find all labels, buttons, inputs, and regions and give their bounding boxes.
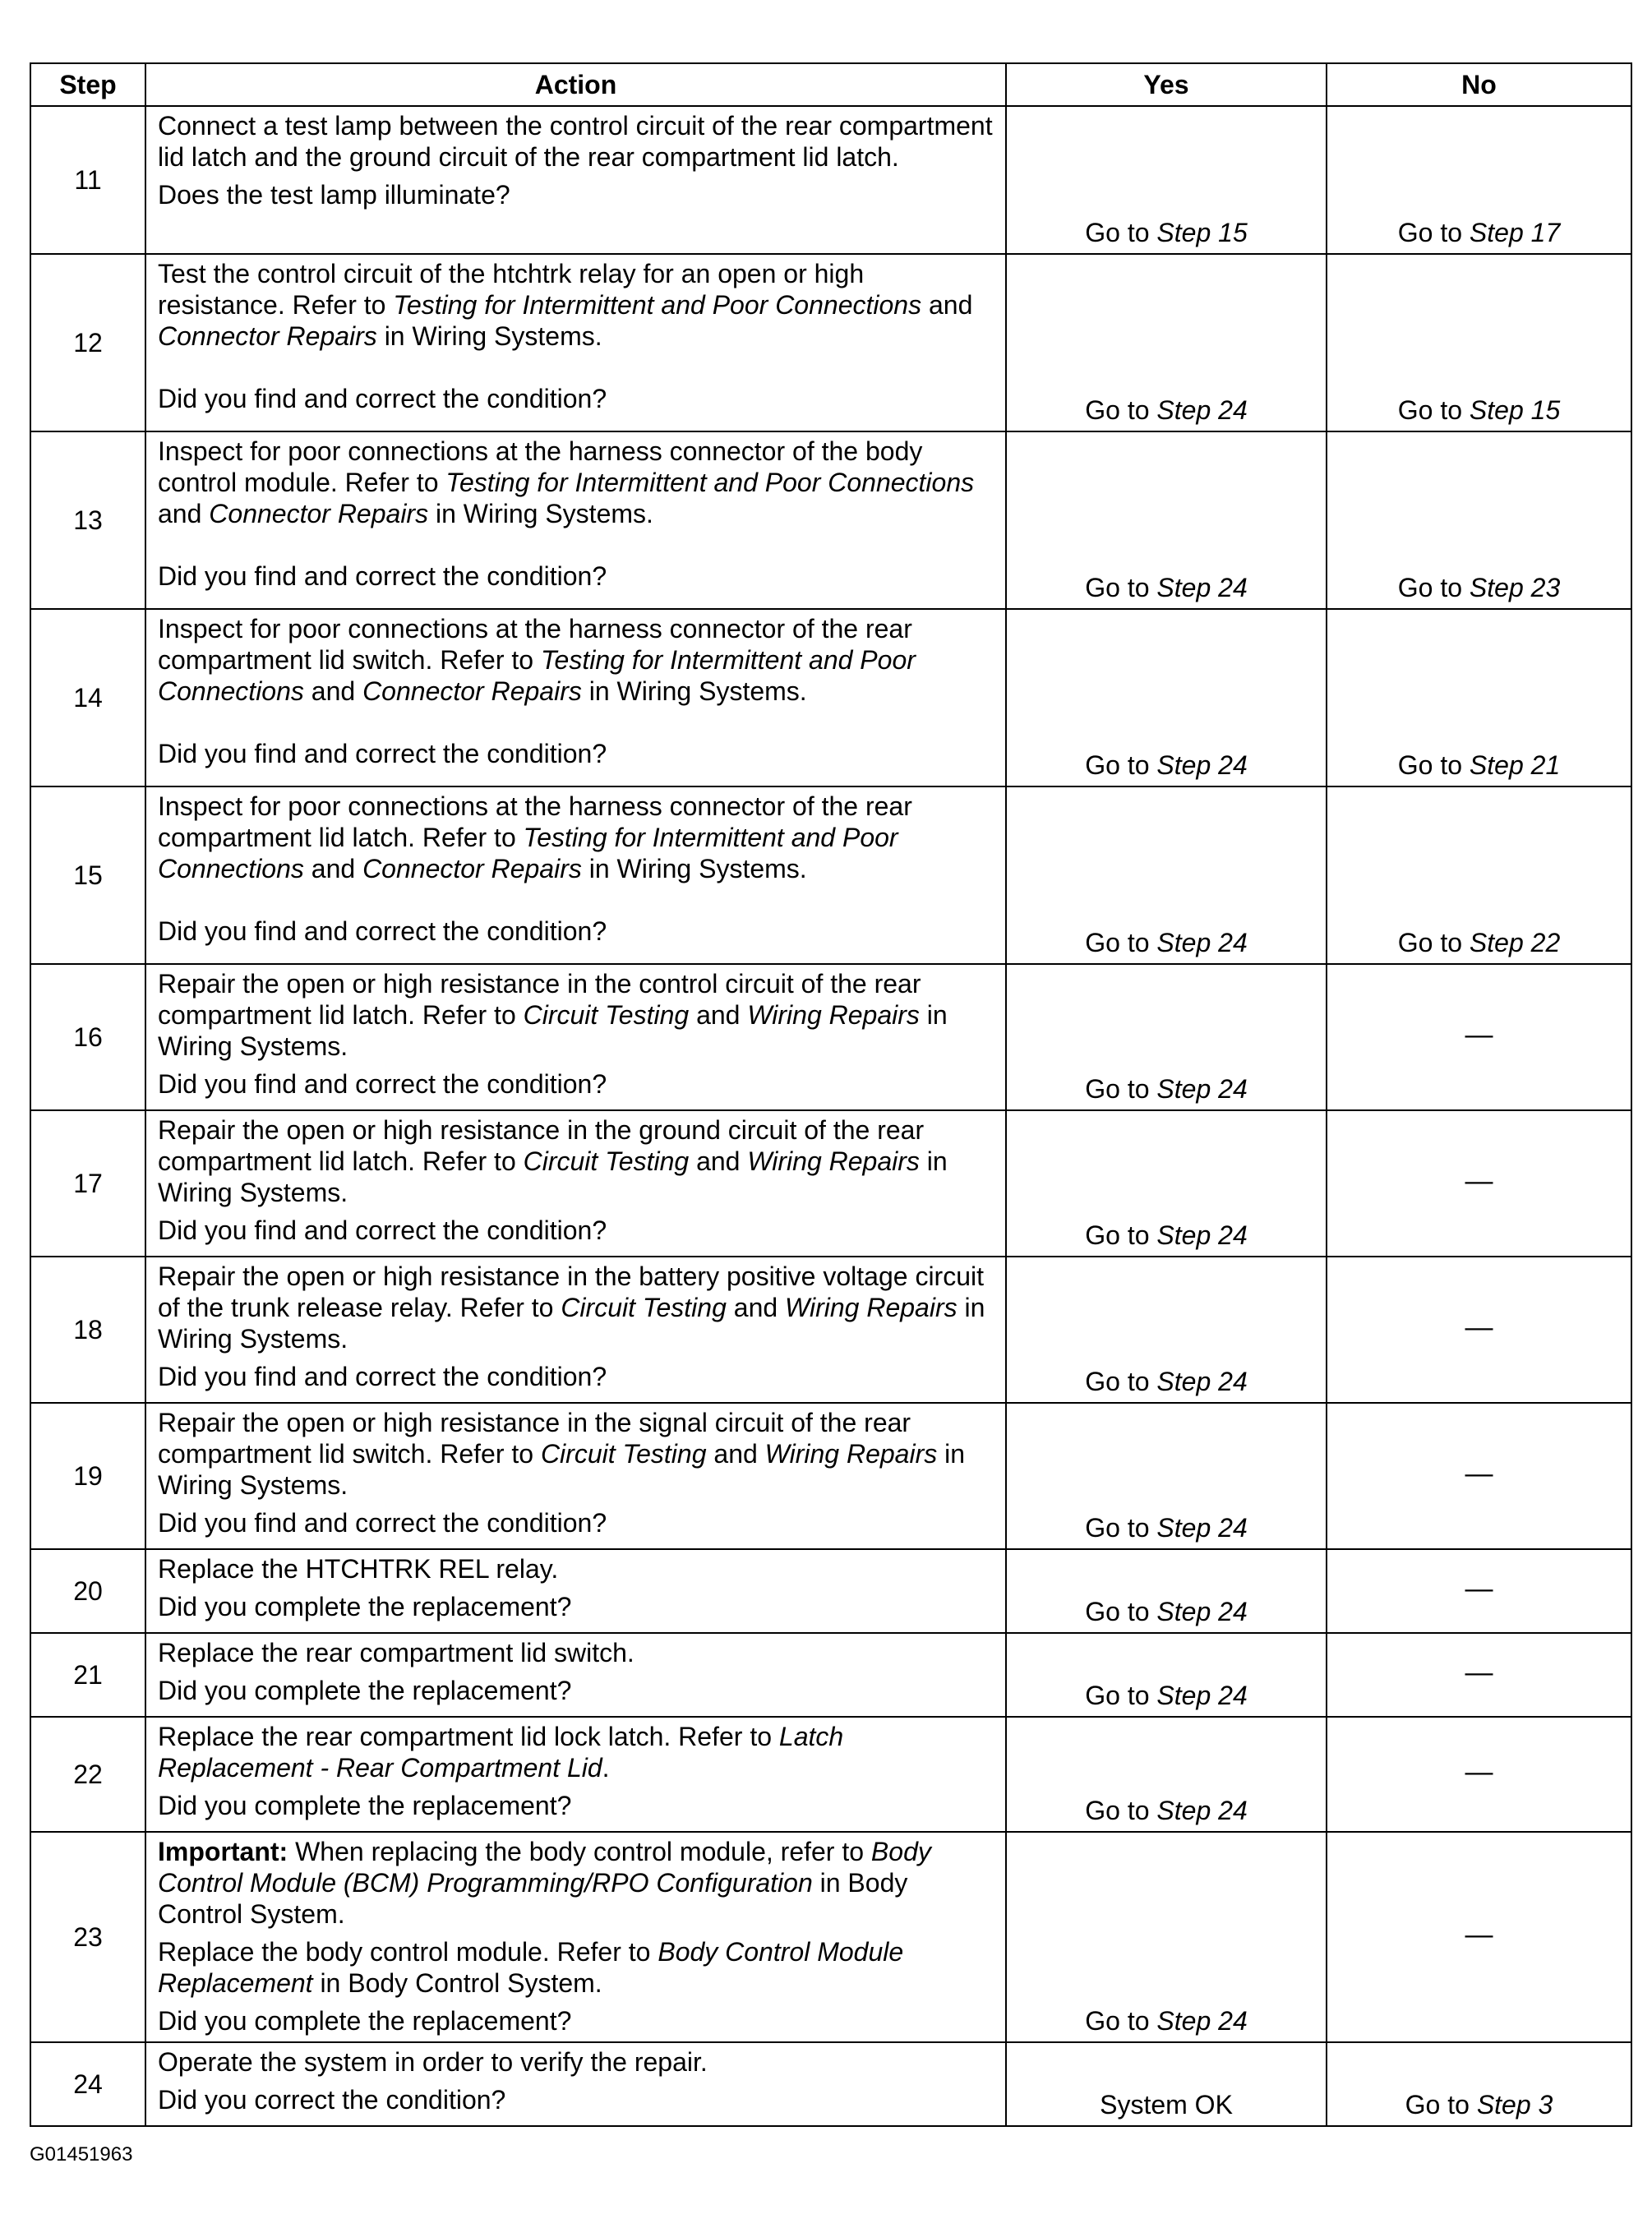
action-text: Connect a test lamp between the control circuit of the rear compartment lid latch and the ground circuit of the rear compartment lid latch. [158,111,993,172]
header-row [30,63,1631,106]
action-question: Did you find and correct the condition? [158,1069,607,1099]
action-text: Replace the rear compartment lid switch. [158,1638,634,1667]
step-number: 20 [30,1549,145,1633]
yes-cell: Go to Step 24 [1006,609,1327,786]
action-cell [145,1257,1006,1403]
step-number: 14 [30,609,145,786]
step-link: Step 24 [1156,2006,1248,2036]
step-link: Step 24 [1156,573,1248,602]
no-cell: Go to Step 21 [1327,609,1631,786]
table-row [30,1403,1631,1549]
action-text: Important: When replacing the body control module, refer to Body Control Module (BCM) Programming/RPO Configuration in Body Control System. [158,1837,931,1929]
table-row [30,431,1631,609]
yes-cell: Go to Step 24 [1006,1257,1327,1403]
yes-cell: Go to Step 24 [1006,1717,1327,1832]
yes-cell: Go to Step 24 [1006,1549,1327,1633]
action-question: Did you find and correct the condition? [158,1215,607,1245]
action-cell [145,2042,1006,2126]
no-cell: Go to Step 22 [1327,786,1631,964]
ref-link: Testing for Intermittent and Poor Connections [393,290,922,320]
action-cell [145,609,1006,786]
no-cell: — [1327,1257,1631,1403]
action-question: Did you complete the replacement? [158,2006,572,2036]
action-cell [145,964,1006,1110]
action-cell [145,1549,1006,1633]
ref-link: Wiring Repairs [785,1293,958,1322]
step-number: 21 [30,1633,145,1717]
no-cell: — [1327,964,1631,1110]
action-question: Did you find and correct the condition? [158,1508,607,1538]
ref-link: Wiring Repairs [764,1439,938,1469]
action-text: Replace the rear compartment lid lock latch. Refer to Latch Replacement - Rear Compartment Lid. [158,1722,844,1783]
step-number: 17 [30,1110,145,1257]
table-row [30,1549,1631,1633]
no-cell: Go to Step 23 [1327,431,1631,609]
ref-link: Connector Repairs [362,676,582,706]
yes-cell: Go to Step 24 [1006,431,1327,609]
action-text: Replace the HTCHTRK REL relay. [158,1554,559,1584]
header-action: Action [145,63,1006,106]
step-link: Step 22 [1469,928,1561,957]
action-text: Test the control circuit of the htchtrk relay for an open or high resistance. Refer to Testing for Intermittent and Poor Connections and Connector Repairs in Wiring Systems. [158,259,973,351]
step-link: Step 17 [1469,218,1561,247]
action-cell [145,1110,1006,1257]
ref-link: Circuit Testing [561,1293,727,1322]
step-link: Step 24 [1156,1220,1248,1250]
step-link: Step 24 [1156,1597,1248,1626]
figure-id: G01451963 [30,2143,133,2166]
action-text: Repair the open or high resistance in the signal circuit of the rear compartment lid switch. Refer to Circuit Testing and Wiring Repairs in Wiring Systems. [158,1408,966,1500]
yes-cell: Go to Step 24 [1006,1633,1327,1717]
step-number: 18 [30,1257,145,1403]
no-cell: Go to Step 3 [1327,2042,1631,2126]
yes-cell: System OK [1006,2042,1327,2126]
step-number: 19 [30,1403,145,1549]
ref-link: Wiring Repairs [747,1000,920,1030]
action-cell [145,1403,1006,1549]
action-text: Repair the open or high resistance in the ground circuit of the rear compartment lid latch. Refer to Circuit Testing and Wiring Repairs in Wiring Systems. [158,1115,948,1207]
yes-cell: Go to Step 24 [1006,786,1327,964]
no-cell: — [1327,1717,1631,1832]
table-row [30,1110,1631,1257]
action-cell [145,1633,1006,1717]
step-link: Step 24 [1156,1513,1248,1543]
step-link: Step 3 [1476,2090,1553,2119]
no-cell: — [1327,1832,1631,2042]
table-row [30,1832,1631,2042]
step-link: Step 24 [1156,1367,1248,1396]
header-step: Step [30,63,145,106]
header-no: No [1327,63,1631,106]
step-link: Step 21 [1469,750,1561,780]
ref-link: Testing for Intermittent and Poor Connections [445,468,975,497]
ref-link: Testing for Intermittent and Poor Connections [158,823,898,883]
action-text: Operate the system in order to verify the repair. [158,2047,708,2077]
step-number: 23 [30,1832,145,2042]
step-number: 11 [30,106,145,254]
no-cell: — [1327,1633,1631,1717]
action-cell [145,1832,1006,2042]
action-cell [145,254,1006,431]
action-cell [145,106,1006,254]
action-text: Repair the open or high resistance in the battery positive voltage circuit of the trunk release relay. Refer to Circuit Testing and Wiring Repairs in Wiring Systems. [158,1262,985,1354]
step-link: Step 24 [1156,395,1248,425]
ref-link: Circuit Testing [523,1000,690,1030]
action-question: Does the test lamp illuminate? [158,180,510,210]
ref-link: Wiring Repairs [747,1146,920,1176]
ref-link: Body Control Module Replacement [158,1937,904,1998]
action-question: Did you complete the replacement? [158,1791,572,1820]
no-cell: — [1327,1110,1631,1257]
step-number: 16 [30,964,145,1110]
table-row [30,254,1631,431]
ref-link: Connector Repairs [362,854,582,883]
action-cell [145,786,1006,964]
action-question: Did you find and correct the condition? [158,916,607,946]
yes-cell: Go to Step 24 [1006,1110,1327,1257]
step-number: 12 [30,254,145,431]
step-link: Step 23 [1469,573,1561,602]
action-question: Did you find and correct the condition? [158,561,607,591]
no-cell: — [1327,1549,1631,1633]
action-question: Did you find and correct the condition? [158,1362,607,1391]
ref-link: Connector Repairs [209,499,429,528]
action-question: Did you find and correct the condition? [158,739,607,768]
action-text: Inspect for poor connections at the harness connector of the rear compartment lid latch. Refer to Testing for Intermittent and Poor Connections and Connector Repairs in Wiring Systems. [158,791,912,883]
ref-link: Circuit Testing [540,1439,707,1469]
yes-cell: Go to Step 24 [1006,1832,1327,2042]
yes-cell: Go to Step 24 [1006,1403,1327,1549]
step-number: 15 [30,786,145,964]
step-link: Step 24 [1156,1074,1248,1104]
step-link: Step 24 [1156,1681,1248,1710]
action-text: Inspect for poor connections at the harness connector of the body control module. Refer to Testing for Intermittent and Poor Connections and Connector Repairs in Wiring Systems. [158,436,975,528]
action-question: Did you complete the replacement? [158,1592,572,1621]
step-number: 13 [30,431,145,609]
yes-cell: Go to Step 24 [1006,964,1327,1110]
step-link: Step 15 [1469,395,1561,425]
step-link: Step 15 [1156,218,1248,247]
table-row [30,609,1631,786]
step-link: Step 24 [1156,1796,1248,1825]
ref-link: Testing for Intermittent and Poor Connections [158,645,916,706]
action-question: Did you complete the replacement? [158,1676,572,1705]
yes-cell: Go to Step 15 [1006,106,1327,254]
table-row [30,1717,1631,1832]
important-label: Important: [158,1837,288,1866]
action-cell [145,1717,1006,1832]
action-question: Did you find and correct the condition? [158,384,607,413]
action-text: Replace the body control module. Refer to Body Control Module Replacement in Body Control System. [158,1937,904,1998]
table-row [30,964,1631,1110]
table-row [30,786,1631,964]
table-row [30,2042,1631,2126]
action-cell [145,431,1006,609]
action-question: Did you correct the condition? [158,2085,506,2115]
ref-link: Latch Replacement - Rear Compartment Lid [158,1722,844,1783]
step-link: Step 24 [1156,750,1248,780]
table-row [30,1633,1631,1717]
no-cell: Go to Step 15 [1327,254,1631,431]
no-cell: — [1327,1403,1631,1549]
action-text: Repair the open or high resistance in the control circuit of the rear compartment lid latch. Refer to Circuit Testing and Wiring Repairs in Wiring Systems. [158,969,948,1061]
action-text: Inspect for poor connections at the harness connector of the rear compartment lid switch. Refer to Testing for Intermittent and Poor Connections and Connector Repairs in Wiring Systems. [158,614,916,706]
table-row [30,1257,1631,1403]
step-number: 22 [30,1717,145,1832]
step-link: Step 24 [1156,928,1248,957]
step-number: 24 [30,2042,145,2126]
ref-link: Connector Repairs [158,321,377,351]
yes-cell: Go to Step 24 [1006,254,1327,431]
table-row [30,106,1631,254]
header-yes: Yes [1006,63,1327,106]
no-cell: Go to Step 17 [1327,106,1631,254]
ref-link: Body Control Module (BCM) Programming/RPO Configuration [158,1837,931,1898]
diagnostic-table [30,62,1632,2127]
ref-link: Circuit Testing [523,1146,690,1176]
